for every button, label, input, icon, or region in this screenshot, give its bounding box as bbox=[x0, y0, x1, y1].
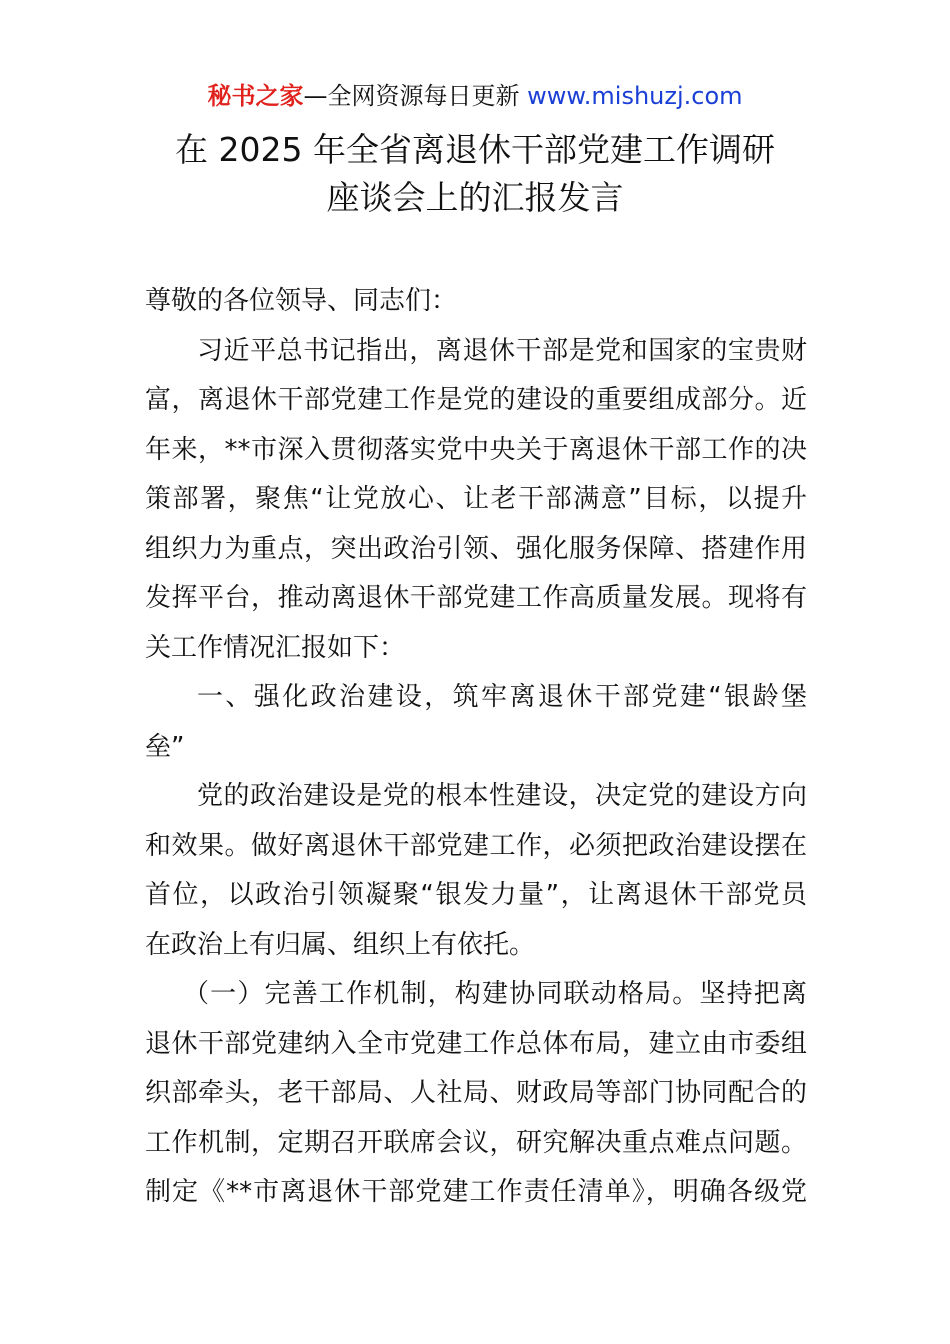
section-heading-1 bbox=[145, 673, 807, 772]
title-line-1: 在 2025 年全省离退休干部党建工作调研 bbox=[175, 130, 775, 169]
text-line: 工作机制，定期召开联席会议，研究解决重点难点问题。 bbox=[145, 1127, 807, 1158]
document-body bbox=[145, 277, 807, 1218]
text-line: 习近平总书记指出，离退休干部是党和国家的宝贵财 bbox=[197, 335, 807, 366]
text-line: 策部署，聚焦“让党放心、让老干部满意”目标，以提升 bbox=[145, 484, 807, 514]
site-header bbox=[0, 80, 950, 112]
text-line: 年来，**市深入贯彻落实党中央关于离退休干部工作的决 bbox=[145, 434, 807, 465]
title-line-2: 座谈会上的汇报发言 bbox=[326, 178, 624, 217]
paragraph-political bbox=[145, 772, 807, 970]
paragraph-intro bbox=[145, 327, 807, 674]
text-line: 在政治上有归属、组织上有依托。 bbox=[145, 929, 536, 960]
text-line: 党的政治建设是党的根本性建设，决定党的建设方向 bbox=[197, 781, 807, 811]
text-line: 织部牵头，老干部局、人社局、财政局等部门协同配合的 bbox=[145, 1078, 807, 1108]
heading-line: 垒” bbox=[145, 731, 185, 762]
site-url-link[interactable]: www.mishuzj.com bbox=[527, 82, 743, 110]
heading-line: 一、强化政治建设，筑牢离退休干部党建“银龄堡 bbox=[197, 682, 807, 712]
text-line: 首位，以政治引领凝聚“银发力量”，让离退休干部党员 bbox=[145, 880, 807, 910]
text-line: 和效果。做好离退休干部党建工作，必须把政治建设摆在 bbox=[145, 830, 807, 861]
brand-name: 秘书之家 bbox=[207, 82, 304, 110]
site-tagline: —全网资源每日更新 bbox=[303, 82, 528, 110]
greeting: 尊敬的各位领导、同志们： bbox=[145, 286, 458, 316]
text-line: 制定《**市离退休干部党建工作责任清单》，明确各级党 bbox=[145, 1177, 807, 1207]
document-title bbox=[0, 126, 950, 222]
text-line: （一）完善工作机制，构建协同联动格局。坚持把离 bbox=[183, 979, 807, 1009]
text-line: 关工作情况汇报如下： bbox=[145, 632, 406, 663]
text-line: 退休干部党建纳入全市党建工作总体布局，建立由市委组 bbox=[145, 1028, 807, 1059]
text-line: 发挥平台，推动离退休干部党建工作高质量发展。现将有 bbox=[145, 583, 807, 613]
paragraph-mechanism bbox=[145, 970, 807, 1218]
text-line: 富，离退休干部党建工作是党的建设的重要组成部分。近 bbox=[145, 385, 807, 415]
text-line: 组织力为重点，突出政治引领、强化服务保障、搭建作用 bbox=[145, 533, 807, 564]
